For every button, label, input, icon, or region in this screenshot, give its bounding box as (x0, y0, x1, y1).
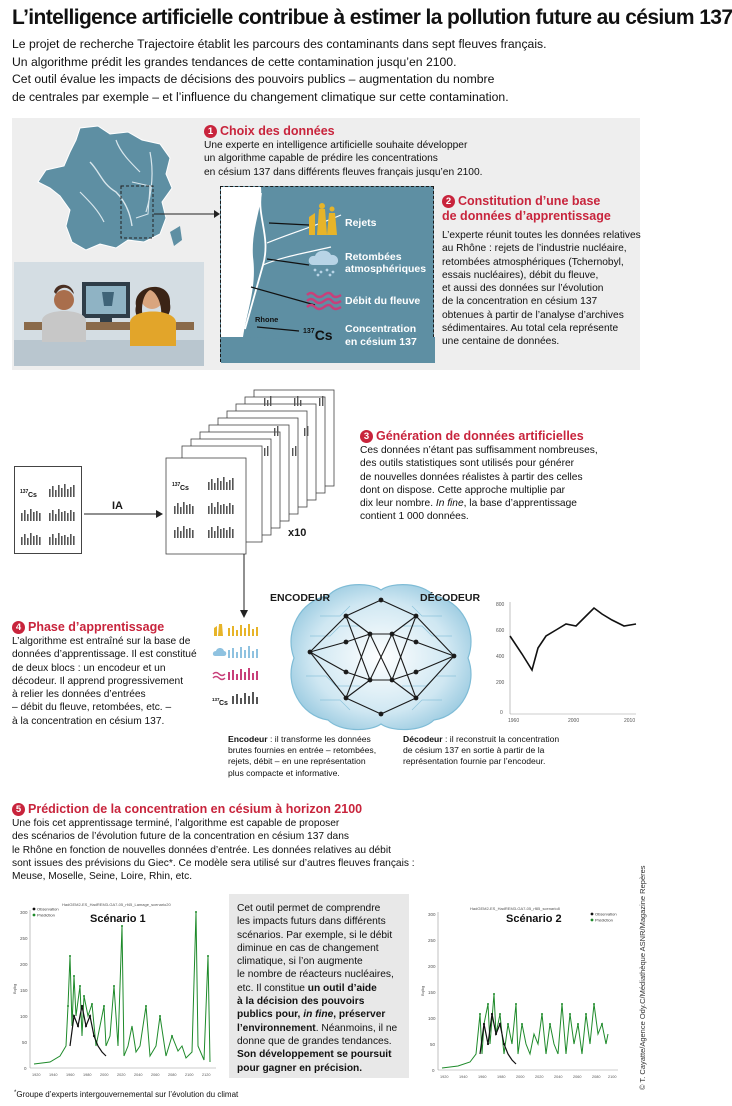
scenario-1-header: HadGEM2-ES_HadREM3-GA7-05_rf45_Lamage_scenario20 (62, 902, 171, 907)
x-tick: 1980 (83, 1073, 92, 1077)
x-tick: 2060 (573, 1075, 582, 1079)
svg-text:137: 137 (20, 489, 29, 495)
step-3-line5-b: , la base d’apprentissage (463, 498, 577, 510)
legend-rejets: Rejets (345, 217, 377, 229)
x-tick: 2020 (117, 1073, 126, 1077)
step-2-line: sédimentaires. Au total cela représente (442, 323, 619, 335)
scenario-1-title: Scénario 1 (90, 913, 146, 925)
conclusion-line: climatique, si l’on augmente (237, 956, 363, 968)
x-tick: 2040 (554, 1075, 563, 1079)
intro-line: Cet outil évalue les impacts de décisions des pouvoirs publics – augmentation du nombre (12, 72, 495, 86)
step-2-line: et aussi des données sur l’évolution (442, 283, 604, 295)
conclusion-line10-a: l’environnement (237, 1022, 316, 1034)
conclusion-line12: Son développement se poursuit (237, 1049, 392, 1061)
svg-text:137: 137 (172, 482, 181, 488)
step-5-title-text: Prédiction de la concentration en césium à horizon 2100 (28, 802, 363, 816)
step-2-line: une centaine de données. (442, 336, 560, 348)
scenario-2-legend-obs: Observation (595, 911, 617, 917)
y-tick: 800 (496, 602, 505, 608)
conclusion-line (237, 1062, 401, 1075)
y-tick: 250 (428, 938, 436, 943)
y-tick: 0 (24, 1066, 27, 1071)
x-tick: 2040 (134, 1073, 143, 1077)
encoder-desc-line: brutes fournies en entrée – retombées, (228, 745, 377, 756)
encoder-desc-line: rejets, débit – en une représentation (228, 756, 366, 767)
scenario-1-prediction-series (34, 912, 210, 1064)
y-tick: 50 (430, 1042, 436, 1047)
step-2-text (442, 229, 641, 349)
multiplier-label: x10 (288, 527, 307, 539)
x-tick: 2120 (202, 1073, 211, 1077)
y-tick: 200 (496, 680, 505, 686)
scenario-2-header: HadGEM2-ES_HadREM3-GA7-05_rf85_scenario8 (470, 906, 560, 911)
step-4-line: à la concentration en césium 137. (12, 715, 165, 727)
step-3-number: 3 (360, 430, 373, 443)
zoom-connector-line (152, 200, 222, 220)
conclusion-line (237, 1008, 401, 1021)
conclusion-line10-b: . Néanmoins, il ne (315, 1022, 398, 1034)
legend-debit: Débit du fleuve (345, 295, 421, 307)
decoder-description (403, 734, 559, 768)
svg-text:Cs: Cs (28, 492, 37, 499)
ia-arrow (84, 508, 164, 520)
france-map (20, 122, 195, 262)
y-tick: 100 (428, 1016, 436, 1021)
scenario-2-title: Scénario 2 (506, 913, 562, 925)
legend-retombees-line: atmosphériques (345, 263, 427, 275)
step-4-line: L’algorithme est entraîné sur la base de (12, 636, 191, 647)
step-5-number: 5 (12, 803, 25, 816)
step-5-line: sont issues des prévisions du Giec*. Ce modèle sera utilisé sur d’autres fleuves français : (12, 857, 415, 869)
intro-line: de centrales par exemple – et l’influence du changement climatique sur cette contamination. (12, 89, 509, 104)
step-5-line: Une fois cet apprentissage terminé, l’algorithme est capable de proposer (12, 818, 340, 829)
x-tick: 2000 (568, 718, 580, 724)
x-tick: 2000 (100, 1073, 109, 1077)
conclusion-line: le nombre de réacteurs nucléaires, (237, 969, 394, 981)
industry-rejets-icon (307, 203, 341, 235)
encoder-desc-rest: : il transforme les données (267, 734, 371, 744)
x-tick: 2100 (185, 1073, 194, 1077)
x-tick: 1960 (66, 1073, 75, 1077)
step-1-line: un algorithme capable de prédire les concentrations (204, 153, 438, 165)
ia-label: IA (112, 500, 123, 512)
scenario-1-legend-obs: Observation (37, 906, 59, 912)
step-3-text (360, 444, 598, 524)
step-3-title-text: Génération de données artificielles (376, 429, 584, 443)
y-tick: 200 (428, 964, 436, 969)
y-tick: 400 (496, 654, 505, 660)
step-1-text (204, 139, 482, 179)
river-flow-icon (307, 291, 341, 311)
conclusion-line: donne que de grandes tendances. (237, 1035, 392, 1047)
x-tick: 2000 (516, 1075, 525, 1079)
stack-to-network-arrow (238, 554, 250, 620)
step-2-line: au Rhône : rejets de l’industrie nucléaire, (442, 243, 627, 255)
step-3-line (360, 497, 598, 510)
step-4-number: 4 (12, 621, 25, 634)
svg-text:Cs: Cs (219, 700, 228, 707)
cloud-rain-icon (307, 249, 341, 277)
step-4-line: – débit du fleuve, retombées, etc. – (12, 702, 172, 714)
conclusion-line (237, 995, 401, 1008)
y-tick: 50 (22, 1040, 28, 1045)
conclusion-line7-b: un outil d’aide (307, 982, 377, 994)
conclusion-line7-a: etc. Il constitue (237, 982, 308, 994)
cs-isotope-number: 137 (303, 328, 315, 335)
input-data-icons (212, 622, 266, 714)
y-tick: 200 (20, 962, 28, 967)
step-4-line: décodeur. Il apprend progressivement (12, 675, 184, 687)
step-4-line: à relier les données d’entrées (12, 689, 146, 701)
conclusion-line9-a: publics pour, (237, 1009, 304, 1021)
x-tick: 2010 (624, 718, 636, 724)
step-4-title-text: Phase d’apprentissage (28, 620, 165, 634)
step-1-title (204, 124, 335, 139)
intro-line: Un algorithme prédit les grandes tendances de cette contamination jusqu’en 2100. (12, 54, 457, 69)
y-tick: 0 (432, 1068, 435, 1073)
decoder-desc-bold: Décodeur (403, 734, 443, 744)
step-4-line: données d’apprentissage. Il est constitué (12, 649, 197, 661)
x-tick: 1960 (478, 1075, 487, 1079)
x-tick: 2020 (535, 1075, 544, 1079)
decoder-desc-line: représentation fournie par l’encodeur. (403, 756, 546, 767)
page-title: L’intelligence artificielle contribue à estimer la pollution future au césium 137 (12, 6, 732, 29)
conclusion-line (237, 982, 401, 995)
step-3-line5-a: dix leur nombre. (360, 498, 436, 510)
rhone-map-panel (220, 186, 434, 362)
footnote (14, 1090, 238, 1099)
conclusion-line9-em: in fine (303, 1009, 334, 1021)
svg-text:137: 137 (212, 697, 220, 702)
step-5-line: le Rhône en fonction de nouvelles données d’entrée. Les données relatives au débit (12, 844, 391, 856)
conclusion-line (237, 1022, 401, 1035)
step-5-line: Meuse, Moselle, Seine, Loire, Rhin, etc. (12, 871, 193, 883)
svg-text:Cs: Cs (180, 485, 189, 492)
encoder-desc-line: plus compacte et informative. (228, 767, 340, 778)
y-tick: 250 (20, 936, 28, 941)
step-1-line: Une experte en intelligence artificielle souhaite développer (204, 140, 468, 151)
conclusion-line9-b: , préserver (333, 1009, 386, 1021)
encoder-description (228, 734, 376, 779)
step-2-line: L’experte réunit toutes les données relatives (442, 230, 641, 241)
step-5-title (12, 802, 362, 817)
x-tick: 2080 (168, 1073, 177, 1077)
scenario-2-legend-pred: Prédiction (595, 917, 613, 923)
step-3-line: des outils statistiques sont utilisés pour générer (360, 458, 575, 470)
cs-element: Cs (314, 327, 333, 343)
y-tick: 300 (20, 910, 28, 915)
rhone-label: Rhone (255, 315, 279, 324)
step-5-line: des scénarios de l’évolution future de la concentration en césium 137 dans (12, 831, 349, 843)
y-tick: 600 (496, 628, 505, 634)
legend-concentration-line: en césium 137 (345, 335, 417, 348)
step-2-line: essais nucléaires), débit du fleuve, (442, 269, 599, 281)
legend-concentration (345, 323, 417, 348)
step-4-text (12, 635, 197, 728)
conclusion-line: scénarios. Par exemple, si le débit (237, 929, 393, 941)
legend-retombees-line: Retombées (345, 251, 402, 263)
x-tick: 2100 (608, 1075, 617, 1079)
y-tick: 300 (428, 912, 436, 917)
step-4-title (12, 620, 164, 635)
y-tick: 100 (20, 1014, 28, 1019)
decoder-desc-line (403, 734, 559, 745)
x-tick: 1940 (459, 1075, 468, 1079)
step-3-title (360, 429, 584, 444)
decoder-label: DÉCODEUR (420, 592, 481, 604)
conclusion-line: Cet outil permet de comprendre (237, 903, 381, 914)
footnote-star: * (14, 1090, 17, 1096)
step-2-title-line: de données d’apprentissage (442, 209, 611, 223)
conclusion-line: diminue en cas de changement (237, 942, 379, 954)
decoder-desc-line: de césium 137 en sortie à partir de la (403, 745, 545, 756)
x-tick: 2080 (592, 1075, 601, 1079)
intro-paragraph (12, 36, 572, 106)
source-data-card (14, 466, 82, 554)
y-tick: 150 (20, 988, 28, 993)
step-1-line: en césium 137 dans différents fleuves français jusqu’en 2100. (204, 166, 483, 178)
step-2-line: de la concentration en césium 137 (442, 296, 598, 308)
step-2-title (442, 194, 611, 224)
step-3-line: dont on dispose. Cette approche multiplie par (360, 484, 566, 496)
step-3-line: de nouvelles données réalistes à partir des celles (360, 471, 583, 483)
photo-credit: © T. Cayatte/Agence Ody.C/Médiathèque ASNR/Magazine Repères (638, 865, 647, 1090)
step-5-text (12, 817, 415, 883)
step-1-number: 1 (204, 125, 217, 138)
scenario-1-legend-pred: Prédiction (37, 912, 55, 918)
scenario-1-chart (10, 896, 220, 1082)
step-3-line: contient 1 000 données. (360, 511, 469, 523)
scenario-2-ylabel: Bq/kg (420, 985, 425, 996)
encoder-desc-bold: Encodeur (228, 734, 268, 744)
step-1-title-text: Choix des données (220, 124, 335, 138)
encoder-desc-line (228, 734, 376, 745)
step-2-title-line: Constitution d’une base (458, 194, 601, 208)
step-2-number: 2 (442, 195, 455, 208)
conclusion-line: les impacts futurs dans différents (237, 916, 386, 928)
legend-concentration-line: Concentration (345, 323, 417, 335)
output-concentration-chart (490, 598, 640, 726)
x-tick: 2060 (151, 1073, 160, 1077)
legend-retombees (345, 251, 426, 275)
x-tick: 1960 (508, 718, 520, 724)
step-2-line: retombées atmosphériques (Tchernobyl, (442, 256, 624, 268)
experts-at-computer-illustration (14, 262, 204, 366)
encoder-label: ENCODEUR (270, 592, 331, 604)
output-series-line (510, 608, 636, 670)
step-2-line: obtenues à partir de l’analyse d’archives (442, 309, 624, 321)
scenario-2-prediction-series (442, 994, 608, 1068)
conclusion-line8: à la décision des pouvoirs (237, 996, 365, 1008)
x-tick: 1980 (497, 1075, 506, 1079)
decoder-desc-rest: : il reconstruit la concentration (442, 734, 560, 744)
scenario-1-ylabel: Bq/kg (12, 983, 17, 994)
scenario-2-chart (418, 904, 628, 1084)
step-4-line: de deux blocs : un encodeur et un (12, 662, 166, 674)
step-3-line5-em: In fine (435, 498, 464, 510)
intro-line: Le projet de recherche Trajectoire établit les parcours des contaminants dans sept fleuves français. (12, 37, 547, 51)
conclusion-line (237, 1048, 401, 1061)
source-card-content (15, 467, 83, 555)
generated-data-stack (164, 388, 354, 556)
conclusion-box (229, 894, 409, 1078)
legend-cs-symbol (303, 327, 333, 345)
footnote-text: Groupe d’experts intergouvernemental sur l’évolution du climat (16, 1090, 239, 1099)
x-tick: 1940 (49, 1073, 58, 1077)
conclusion-line13: pour gagner en précision. (237, 1062, 363, 1074)
step-3-line: Ces données n’étant pas suffisamment nombreuses, (360, 445, 598, 456)
x-tick: 1920 (440, 1075, 449, 1079)
y-tick: 150 (428, 990, 436, 995)
x-tick: 1920 (32, 1073, 41, 1077)
y-tick: 0 (500, 710, 503, 716)
